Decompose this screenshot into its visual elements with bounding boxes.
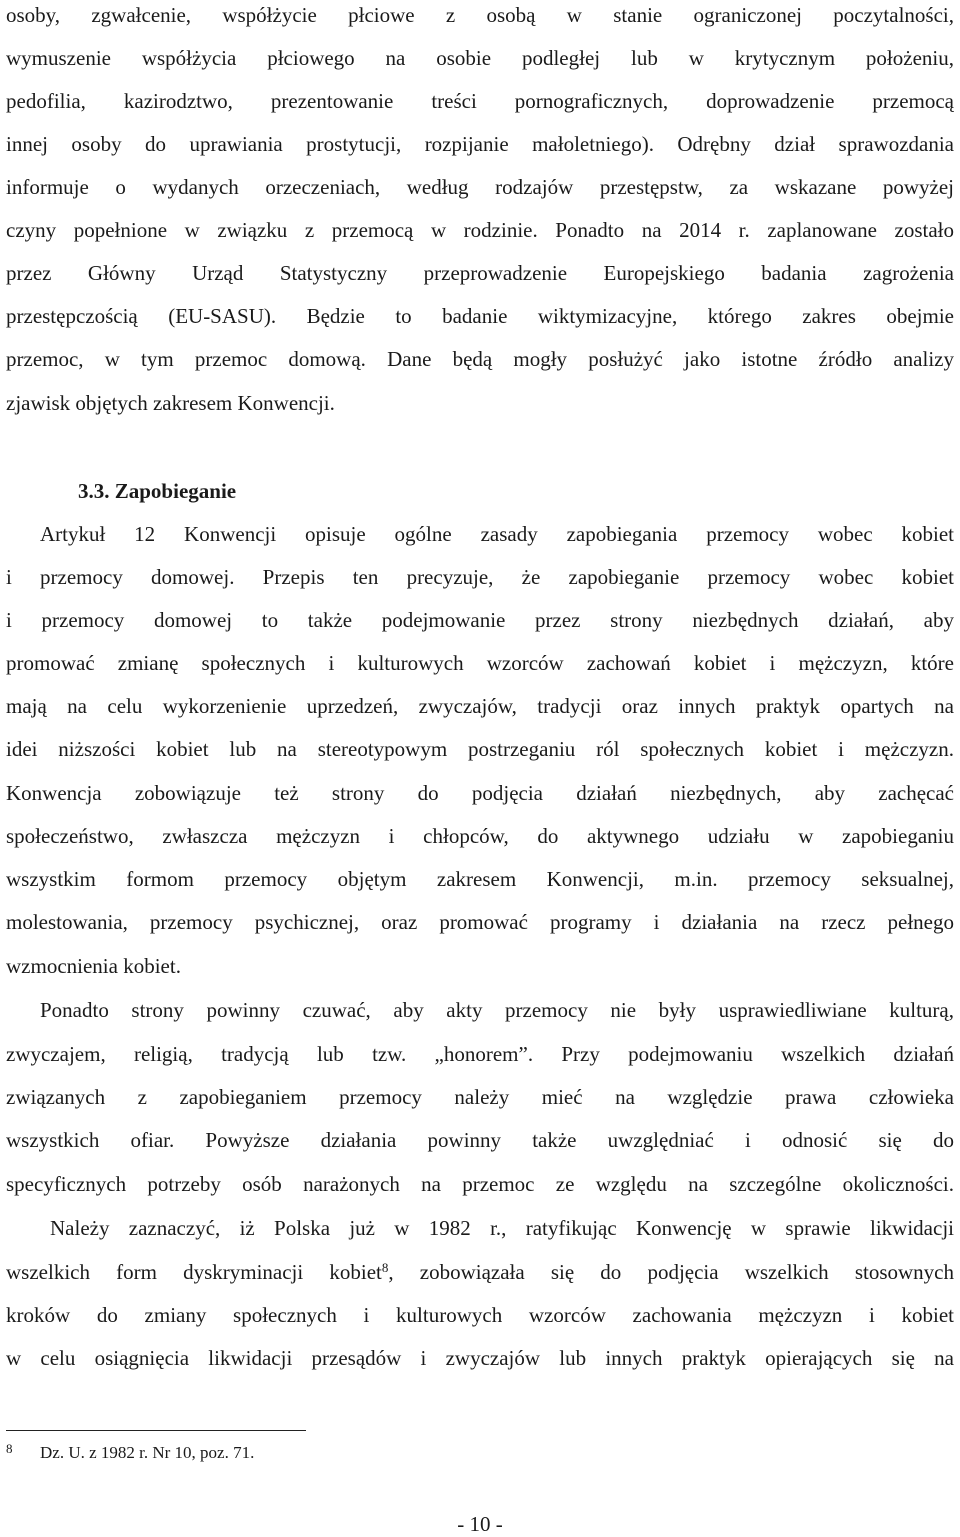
footnote-number: 8 [6, 1441, 13, 1456]
text-segment: , zobowiązała się do podjęcia wszelkich stosownych [388, 1260, 954, 1284]
footnote-reference: 8 [381, 1260, 389, 1275]
text-line: molestowania, przemocy psychicznej, oraz promować programy i działania na rzecz pełnego [6, 910, 954, 934]
text-line: idei niższości kobiet lub na stereotypowym postrzeganiu ról społecznych kobiet i mężczyzn. [6, 737, 954, 761]
text-line: i przemocy domowej. Przepis ten precyzuje, że zapobieganie przemocy wobec kobiet [6, 565, 954, 589]
text-line: wymuszenie współżycia płciowego na osobie podległej lub w krytycznym położeniu, [6, 46, 954, 70]
text-line: w celu osiągnięcia likwidacji przesądów i zwyczajów lub innych praktyk opierających się na [6, 1346, 954, 1370]
text-line: Należy zaznaczyć, iż Polska już w 1982 r., ratyfikując Konwencję w sprawie likwidacji [50, 1216, 954, 1240]
text-line: społeczeństwo, zwłaszcza mężczyzn i chłopców, do aktywnego udziału w zapobieganiu [6, 824, 954, 848]
text-line: i przemocy domowej to także podejmowanie przez strony niezbędnych działań, aby [6, 608, 954, 632]
text-line: informuje o wydanych orzeczeniach, według rodzajów przestępstw, za wskazane powyżej [6, 175, 954, 199]
footnote-text: Dz. U. z 1982 r. Nr 10, poz. 71. [40, 1443, 255, 1462]
text-line: Konwencja zobowiązuje też strony do podjęcia działań niezbędnych, aby zachęcać [6, 781, 954, 805]
text-segment: wszelkich form dyskryminacji kobiet [6, 1260, 382, 1284]
text-line: Artykuł 12 Konwencji opisuje ogólne zasady zapobiegania przemocy wobec kobiet [40, 522, 954, 546]
text-line: przestępczością (EU-SASU). Będzie to badanie wiktymizacyjne, którego zakres obejmie [6, 304, 954, 328]
footnote-separator [6, 1430, 306, 1431]
text-line: wzmocnienia kobiet. [6, 954, 181, 978]
text-line: promować zmianę społecznych i kulturowych wzorców zachowań kobiet i mężczyzn, które [6, 651, 954, 675]
section-heading: 3.3. Zapobieganie [78, 479, 237, 503]
text-line: wszystkich ofiar. Powyższe działania powinny także uwzględniać i odnosić się do [6, 1128, 954, 1152]
text-line: zwyczajem, religią, tradycją lub tzw. „honorem”. Przy podejmowaniu wszelkich działań [6, 1042, 954, 1066]
text-line: zjawisk objętych zakresem Konwencji. [6, 391, 335, 415]
text-line: mają na celu wykorzenienie uprzedzeń, zwyczajów, tradycji oraz innych praktyk opartych na [6, 694, 954, 718]
text-line: specyficznych potrzeby osób narażonych na przemoc ze względu na szczególne okoliczności. [6, 1172, 954, 1196]
text-line: przemoc, w tym przemoc domową. Dane będą mogły posłużyć jako istotne źródło analizy [6, 347, 954, 371]
text-line: czyny popełnione w związku z przemocą w rodzinie. Ponadto na 2014 r. zaplanowane zostało [6, 218, 954, 242]
text-line: pedofilia, kazirodztwo, prezentowanie treści pornograficznych, doprowadzenie przemocą [6, 89, 954, 113]
text-line: Ponadto strony powinny czuwać, aby akty przemocy nie były usprawiedliwiane kulturą, [40, 998, 954, 1022]
text-line: wszystkim formom przemocy objętym zakresem Konwencji, m.in. przemocy seksualnej, [6, 867, 954, 891]
text-line: kroków do zmiany społecznych i kulturowych wzorców zachowania mężczyzn i kobiet [6, 1303, 954, 1327]
text-line: związanych z zapobieganiem przemocy należy mieć na względzie prawa człowieka [6, 1085, 954, 1109]
text-line: osoby, zgwałcenie, współżycie płciowe z osobą w stanie ograniczonej poczytalności, [6, 3, 954, 27]
text-line: innej osoby do uprawiania prostytucji, rozpijanie małoletniego). Odrębny dział sprawozdania [6, 132, 954, 156]
text-line-with-footnote [6, 1257, 954, 1287]
page-number: - 10 - [457, 1512, 503, 1536]
text-line: przez Główny Urząd Statystyczny przeprowadzenie Europejskiego badania zagrożenia [6, 261, 954, 285]
